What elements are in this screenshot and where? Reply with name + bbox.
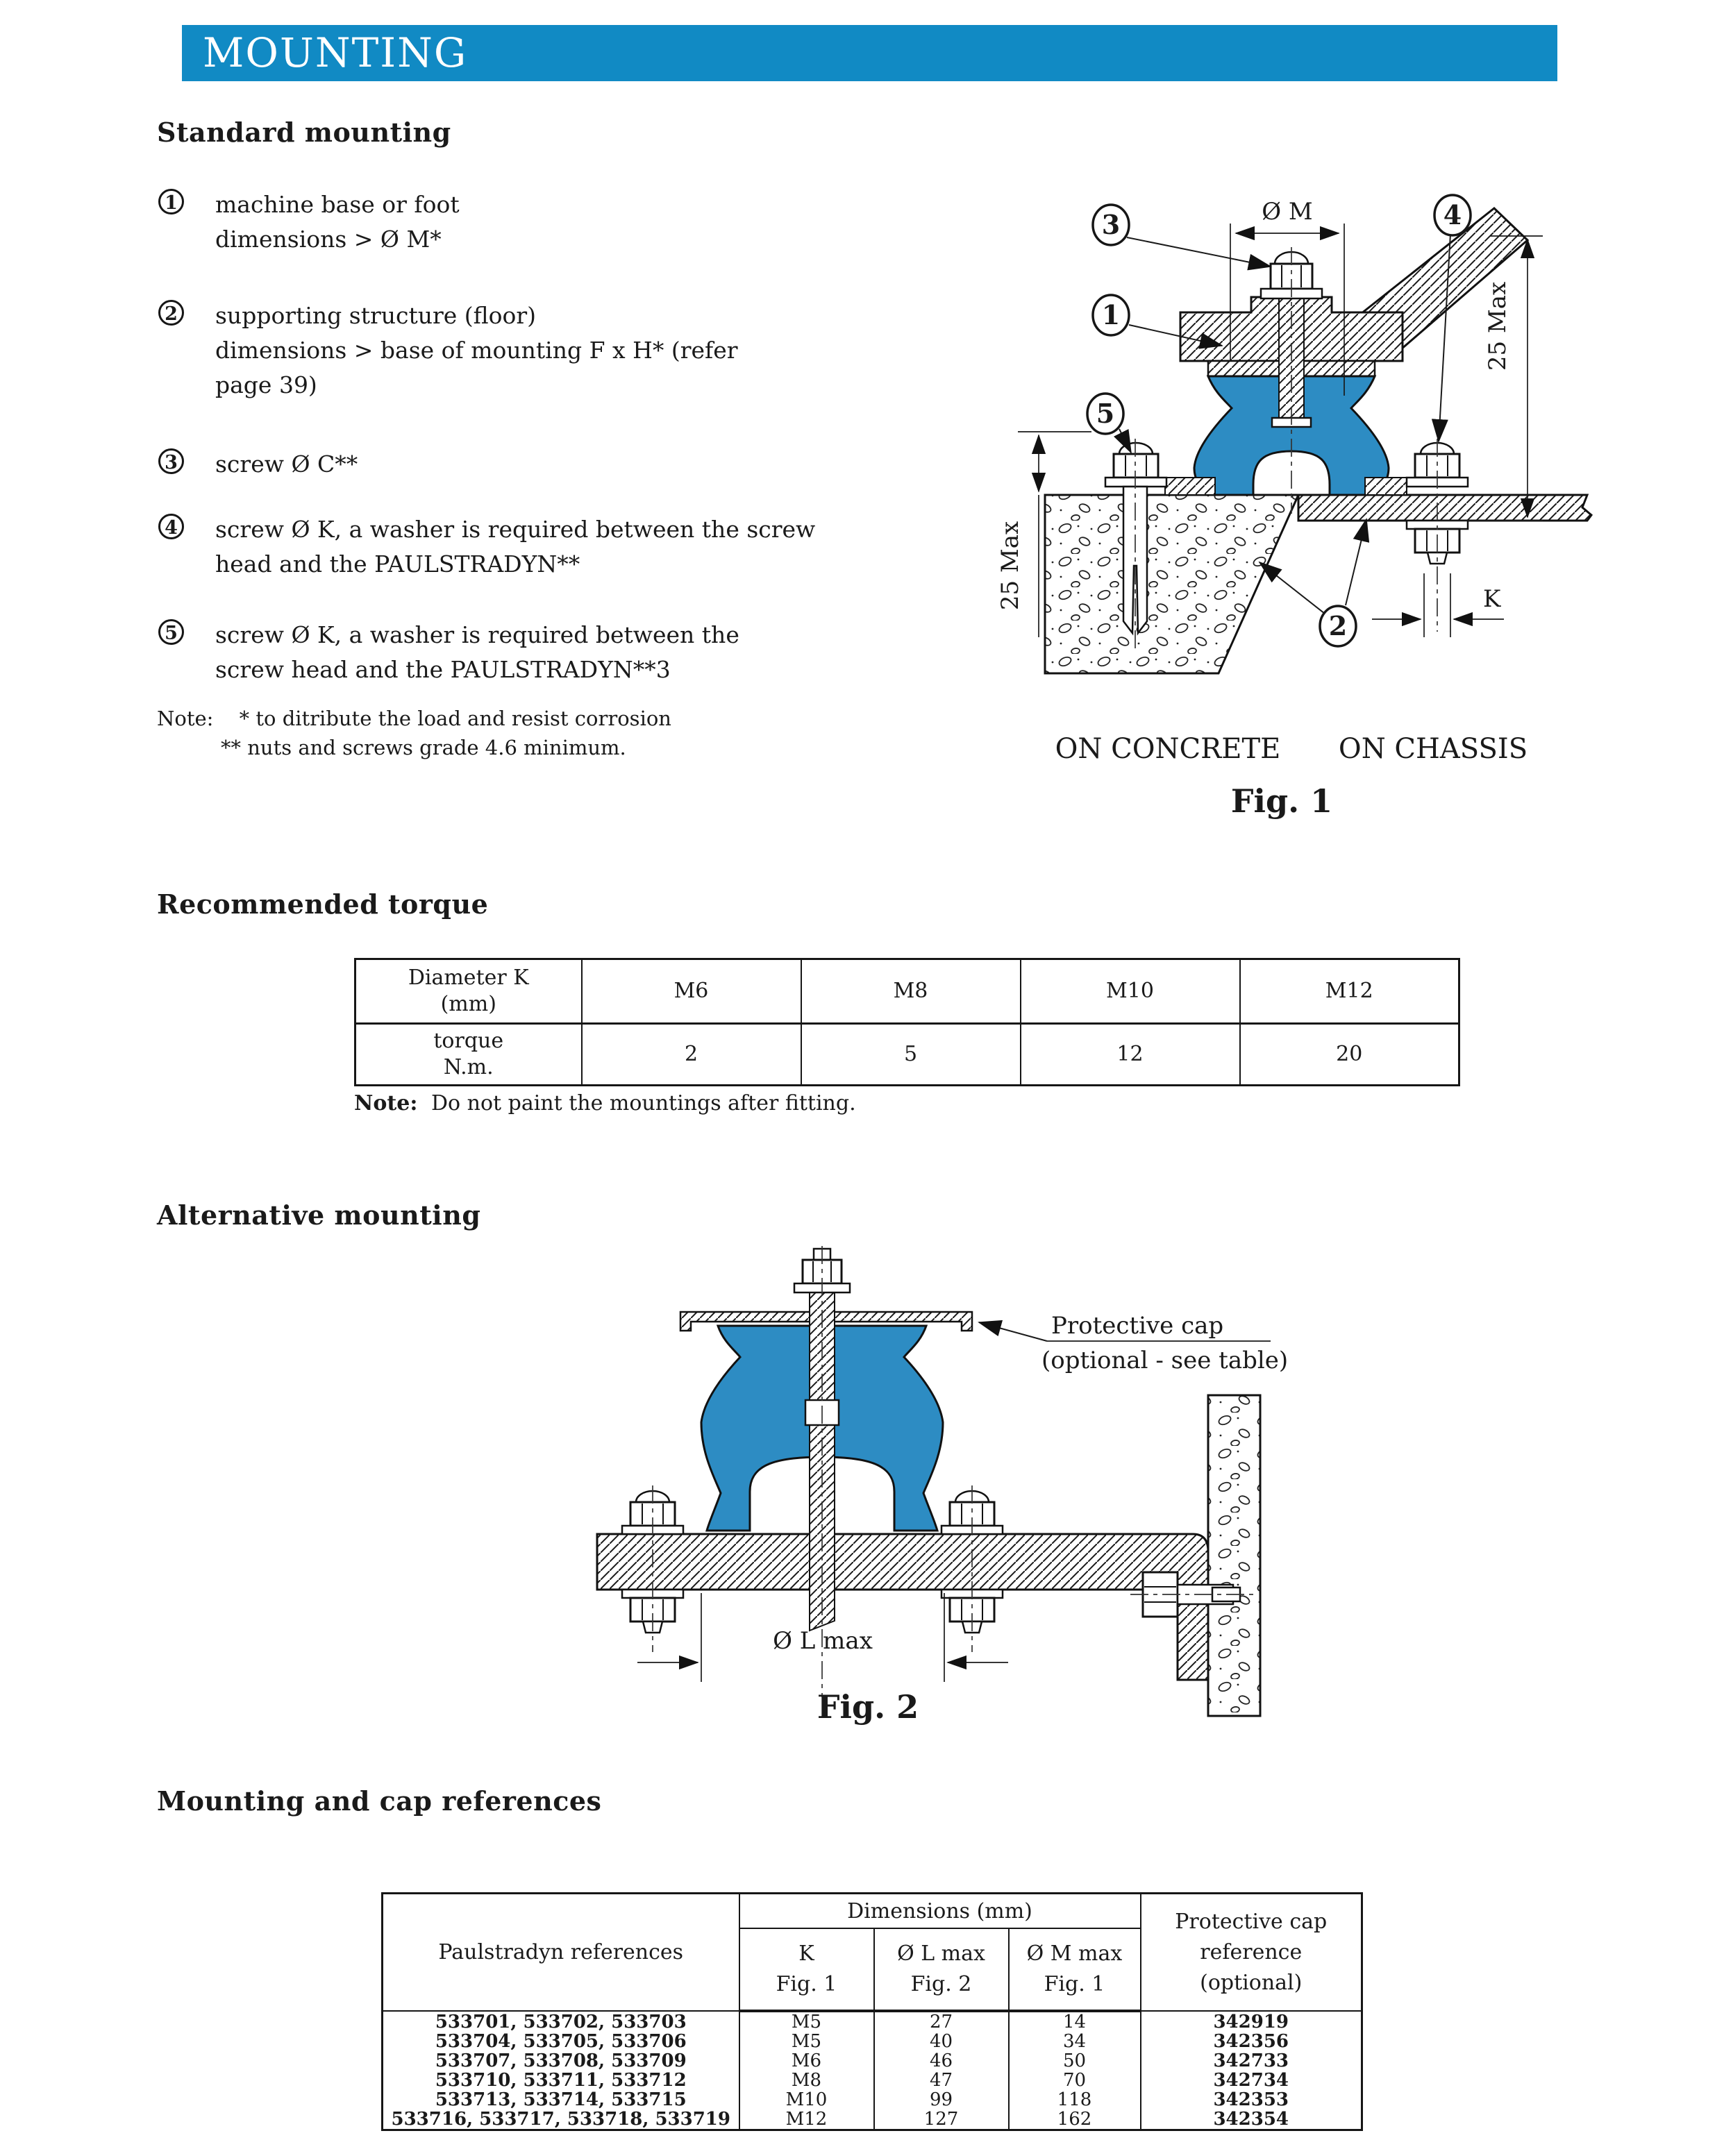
ref-header-cap-line3: (optional) xyxy=(1200,1970,1303,1995)
list-item-4 xyxy=(158,512,815,582)
fig1-callout-4-num: 4 xyxy=(1443,199,1462,230)
ref-table-row xyxy=(383,2071,1362,2090)
torque-col-m10: M10 xyxy=(1021,959,1240,1024)
fig2-caption: Fig. 2 xyxy=(817,1688,919,1726)
fig1-left-bolt-dome xyxy=(1119,443,1153,454)
item-number-badge: 3 xyxy=(158,448,184,474)
ref-cell-refs: 533713, 533714, 533715 xyxy=(383,2090,739,2109)
heading-mounting-cap-references: Mounting and cap references xyxy=(157,1785,602,1817)
ref-header-l-line1: Ø L max xyxy=(897,1942,985,1966)
torque-table xyxy=(354,958,1460,1086)
ref-header-paulstradyn: Paulstradyn references xyxy=(383,1894,739,2012)
ref-cell-k: M8 xyxy=(739,2071,874,2090)
torque-value-m6: 2 xyxy=(582,1024,801,1086)
ref-cell-l: 27 xyxy=(874,2011,1009,2032)
item-text: page 39) xyxy=(215,371,317,398)
torque-header-cell xyxy=(355,959,582,1024)
fig1-on-concrete-label: ON CONCRETE xyxy=(1055,733,1281,765)
ref-header-cap xyxy=(1141,1894,1362,2012)
ref-cell-m: 118 xyxy=(1009,2090,1141,2109)
ref-cell-l: 127 xyxy=(874,2109,1009,2130)
ref-cell-cap: 342733 xyxy=(1141,2051,1362,2071)
torque-row-label-line2: N.m. xyxy=(443,1055,494,1079)
torque-row-label xyxy=(355,1024,582,1086)
fig1-left-washer xyxy=(1105,478,1166,487)
ref-header-k xyxy=(739,1928,874,2011)
ref-cell-k: M6 xyxy=(739,2051,874,2071)
torque-row-label-line1: torque xyxy=(433,1029,504,1053)
ref-cell-refs: 533707, 533708, 533709 xyxy=(383,2051,739,2071)
fig1-max-right-label: 25 Max xyxy=(1484,281,1512,371)
fig1-dim-m-label: Ø M xyxy=(1262,198,1313,226)
torque-note xyxy=(354,1091,856,1115)
fig1-callout-1-num: 1 xyxy=(1101,299,1121,330)
ref-cell-l: 99 xyxy=(874,2090,1009,2109)
ref-header-cap-line1: Protective cap xyxy=(1175,1909,1328,1934)
fig1-caption: Fig. 1 xyxy=(1230,782,1333,819)
fig2-dim-l-label: Ø L max xyxy=(773,1627,873,1655)
ref-cell-m: 34 xyxy=(1009,2032,1141,2051)
item-text: head and the PAULSTRADYN** xyxy=(215,550,580,578)
ref-cell-cap: 342919 xyxy=(1141,2011,1362,2032)
page-title: MOUNTING xyxy=(203,29,468,76)
item-number-badge: 5 xyxy=(158,619,184,645)
fig1-chassis-plate xyxy=(1298,495,1591,521)
heading-standard-mounting: Standard mounting xyxy=(157,117,451,148)
ref-header-m xyxy=(1009,1928,1141,2011)
item-number-badge: 2 xyxy=(158,300,184,326)
ref-cell-refs: 533710, 533711, 533712 xyxy=(383,2071,739,2090)
torque-header-line2: (mm) xyxy=(440,992,496,1016)
note-text: * to ditribute the load and resist corrosion xyxy=(239,707,671,730)
ref-table-row xyxy=(383,2051,1362,2071)
ref-cell-m: 162 xyxy=(1009,2109,1141,2130)
ref-cell-l: 46 xyxy=(874,2051,1009,2071)
fig1-max-left-label: 25 Max xyxy=(996,521,1024,611)
ref-cell-k: M12 xyxy=(739,2109,874,2130)
torque-value-m8: 5 xyxy=(801,1024,1021,1086)
item-text: machine base or foot xyxy=(215,191,460,218)
list-item-2 xyxy=(158,298,738,403)
ref-cell-m: 50 xyxy=(1009,2051,1141,2071)
ref-header-l-line2: Fig. 2 xyxy=(910,1972,972,1996)
fig2-drawing xyxy=(555,1246,1319,1732)
note-label: Note: xyxy=(157,707,214,730)
fig1-concrete-block xyxy=(1045,495,1298,673)
fig2-cap-sublabel: (optional - see table) xyxy=(1041,1347,1289,1374)
fig1-foot-pad-right xyxy=(1365,478,1407,495)
item-text: screw Ø K, a washer is required between the screw xyxy=(215,516,816,543)
item-text: screw Ø K, a washer is required between the xyxy=(215,621,739,648)
ref-cell-k: M10 xyxy=(739,2090,874,2109)
ref-table-row xyxy=(383,2032,1362,2051)
torque-col-m12: M12 xyxy=(1240,959,1459,1024)
list-item-1 xyxy=(158,187,460,257)
ref-cell-refs: 533716, 533717, 533718, 533719 xyxy=(383,2109,739,2130)
fig2-base-plate xyxy=(597,1534,1208,1680)
ref-cell-cap: 342354 xyxy=(1141,2109,1362,2130)
torque-note-text: Do not paint the mountings after fitting. xyxy=(431,1091,856,1115)
ref-header-l xyxy=(874,1928,1009,2011)
fig1-callout-5-num: 5 xyxy=(1096,398,1115,429)
ref-cell-refs: 533704, 533705, 533706 xyxy=(383,2032,739,2051)
list-item-3 xyxy=(158,447,358,482)
torque-note-label: Note: xyxy=(354,1091,418,1115)
ref-cell-m: 14 xyxy=(1009,2011,1141,2032)
fig1-callout-2-num: 2 xyxy=(1328,610,1348,641)
ref-cell-l: 40 xyxy=(874,2032,1009,2051)
torque-header-line1: Diameter K xyxy=(408,966,529,990)
torque-col-m6: M6 xyxy=(582,959,801,1024)
fig1-foot-pad-left xyxy=(1165,478,1215,495)
torque-col-m8: M8 xyxy=(801,959,1021,1024)
ref-cell-cap: 342356 xyxy=(1141,2032,1362,2051)
list-item-5 xyxy=(158,618,739,687)
fig1-dim-k-label: K xyxy=(1483,585,1501,613)
torque-value-m10: 12 xyxy=(1021,1024,1240,1086)
ref-table-row xyxy=(383,2011,1362,2032)
item-number-badge: 1 xyxy=(158,189,184,214)
ref-cell-cap: 342734 xyxy=(1141,2071,1362,2090)
ref-cell-cap: 342353 xyxy=(1141,2090,1362,2109)
page-header-bar xyxy=(182,25,1557,81)
ref-table-row xyxy=(383,2109,1362,2130)
item-text: dimensions > Ø M* xyxy=(215,226,442,253)
item-text: screw head and the PAULSTRADYN**3 xyxy=(215,656,671,683)
ref-header-k-line1: K xyxy=(798,1942,814,1966)
item-text: supporting structure (floor) xyxy=(215,302,537,329)
references-table xyxy=(381,1892,1363,2131)
torque-value-m12: 20 xyxy=(1240,1024,1459,1086)
fig1-left-hex-nut xyxy=(1114,454,1158,478)
standard-note-line1 xyxy=(157,707,671,730)
ref-header-dimensions: Dimensions (mm) xyxy=(739,1894,1141,1929)
ref-cell-l: 47 xyxy=(874,2071,1009,2090)
ref-header-cap-line2: reference xyxy=(1200,1939,1303,1964)
ref-cell-refs: 533701, 533702, 533703 xyxy=(383,2011,739,2032)
ref-header-m-line1: Ø M max xyxy=(1026,1942,1123,1966)
item-text: screw Ø C** xyxy=(215,450,358,478)
fig1-callout-3-num: 3 xyxy=(1101,209,1121,240)
heading-recommended-torque: Recommended torque xyxy=(157,888,489,920)
item-text: dimensions > base of mounting F x H* (refer xyxy=(215,337,738,364)
heading-alternative-mounting: Alternative mounting xyxy=(157,1199,481,1231)
ref-cell-k: M5 xyxy=(739,2032,874,2051)
fig1-drawing xyxy=(979,187,1724,819)
ref-table-row xyxy=(383,2090,1362,2109)
fig2-cap-label: Protective cap xyxy=(1051,1312,1224,1340)
ref-header-k-line2: Fig. 1 xyxy=(776,1972,837,1996)
standard-note-line2: ** nuts and screws grade 4.6 minimum. xyxy=(221,736,626,759)
ref-cell-k: M5 xyxy=(739,2011,874,2032)
fig1-on-chassis-label: ON CHASSIS xyxy=(1338,733,1528,765)
fig2-wall xyxy=(1208,1395,1260,1716)
ref-header-m-line2: Fig. 1 xyxy=(1044,1972,1105,1996)
item-number-badge: 4 xyxy=(158,514,184,539)
ref-cell-m: 70 xyxy=(1009,2071,1141,2090)
